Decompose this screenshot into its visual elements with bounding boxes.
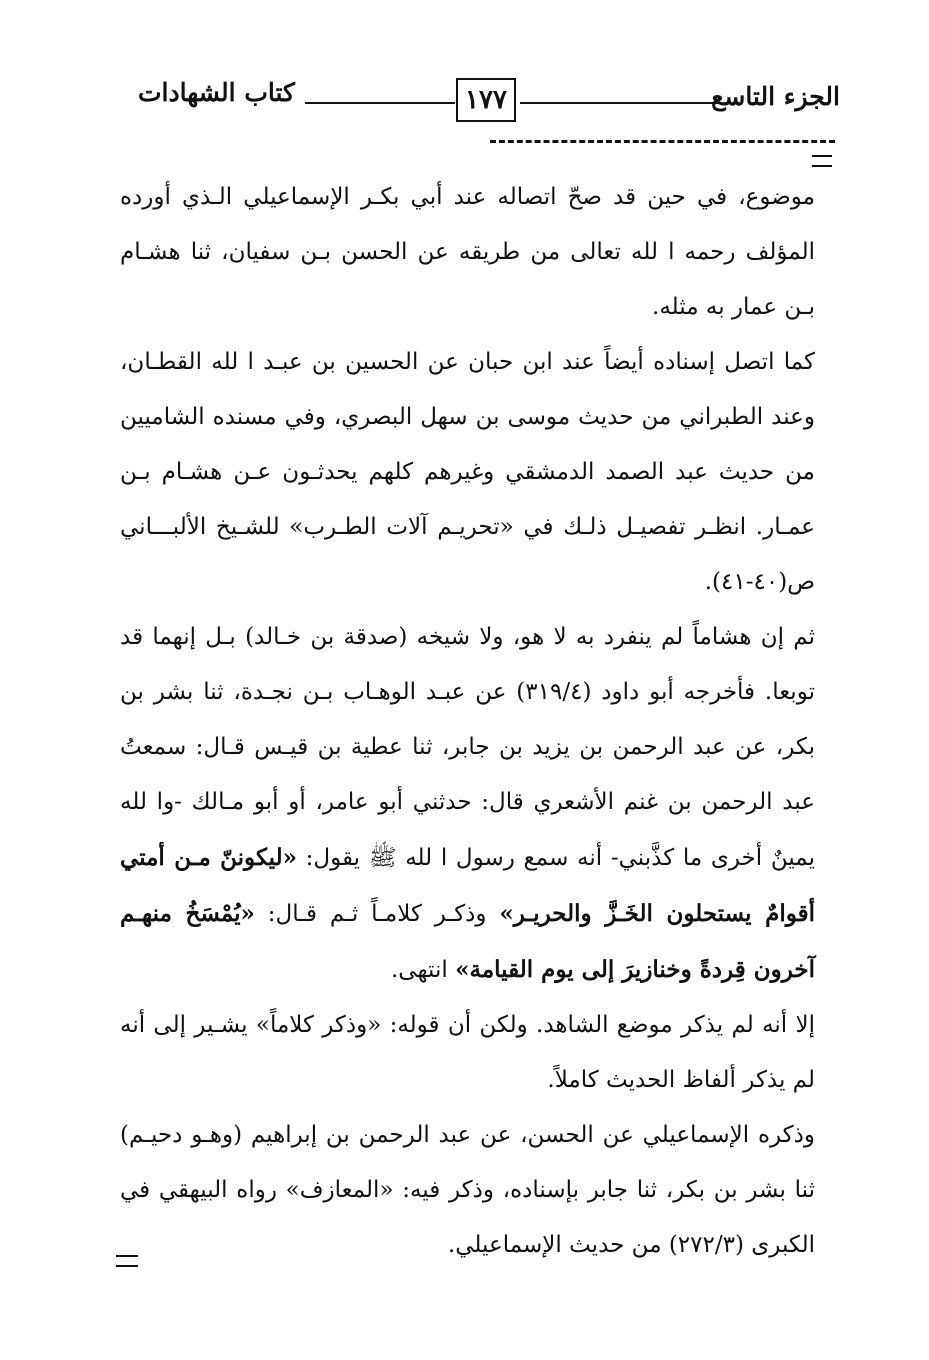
paragraph-3-mid: وذكـر كلامـاً ثـم قـال: <box>254 901 500 927</box>
part-label: الجزء التاسع <box>711 82 840 111</box>
paragraph-1: موضوع، في حين قد صحّ اتصاله عند أبي بكـر الإسماعيلي الـذي أورده المؤلف رحمه ا لله تعالى من طريقه عن الحسن بـن سفيان، ثنا هشـام بـن عمار به مثله. <box>120 184 815 320</box>
running-header <box>120 70 840 126</box>
hadith-quote-2: «يُمْسَخُ منهـم آخرون قِردةً وخنازيرَ إلى يوم القيامة» <box>120 900 815 983</box>
book-title: كتاب الشهادات <box>138 78 295 107</box>
footnote-separator <box>490 140 835 143</box>
paragraph-4: إلا أنه لم يذكر موضع الشاهد. ولكن أن قوله: «وذكر كلاماً» يشـير إلى أنه لم يذكر ألفاظ الحديث كاملاً. <box>120 1012 815 1093</box>
paragraph-3-end: انتهى. <box>390 957 456 983</box>
paragraph-3 <box>120 610 815 998</box>
paragraph-5: وذكره الإسماعيلي عن الحسن، عن عبد الرحمن بن إبراهيم (وهـو دحيـم) ثنا بشر بن بكر، ثنا جابر بإسناده، وذكر فيه: «المعازف» رواه البيهقي في الكبرى (٢٧٢/٣) من حديث الإسماعيلي. <box>120 1122 815 1258</box>
header-rule-left <box>305 102 455 104</box>
hadith-quote-1: «ليكوننّ مـن أمتي أقوامٌ يستحلون الخَـزَّ والحريـر» <box>120 844 816 927</box>
page-number: ١٧٧ <box>456 78 516 122</box>
continuation-mark-bottom-icon <box>116 1255 138 1267</box>
paragraph-2: كما اتصل إسناده أيضاً عند ابن حبان عن الحسين بن عبـد ا لله القطـان، وعند الطبراني من حديث موسى بن سهل البصري، وفي مسنده الشاميين من حديث عبد الصمد الدمشقي وغيرهم كلهم يحدثـون عـن هشـام بـن عمـار. انظـر تفصيـل ذلـك في «تحريـم آلات الطـرب» للشـيخ الألبـــاني ص(٤٠-٤١). <box>120 349 815 595</box>
footnote-body <box>120 170 815 1273</box>
continuation-mark-icon <box>812 155 832 167</box>
paragraph-3-text: ثم إن هشاماً لم ينفرد به لا هو، ولا شيخه (صدقة بن خـالد) بـل إنهما قد توبعا. فأخرجه أبو داود (٣١٩/٤) عن عبـد الوهـاب بـن نجـدة، ثنا بشر بن بكر، عن عبد الرحمن بن يزيد بن جابر، ثنا عطية بن قيـس قـال: سمعتُ عبد الرحمن بن غنم الأشعري قال: حدثني أبو عامر، أو أبو مـالك -وا لله يمينٌ أخرى ما كذَّبني- أنه سمع رسول ا لله ﷺ يقول: <box>120 624 815 871</box>
header-rule-right <box>520 102 720 104</box>
